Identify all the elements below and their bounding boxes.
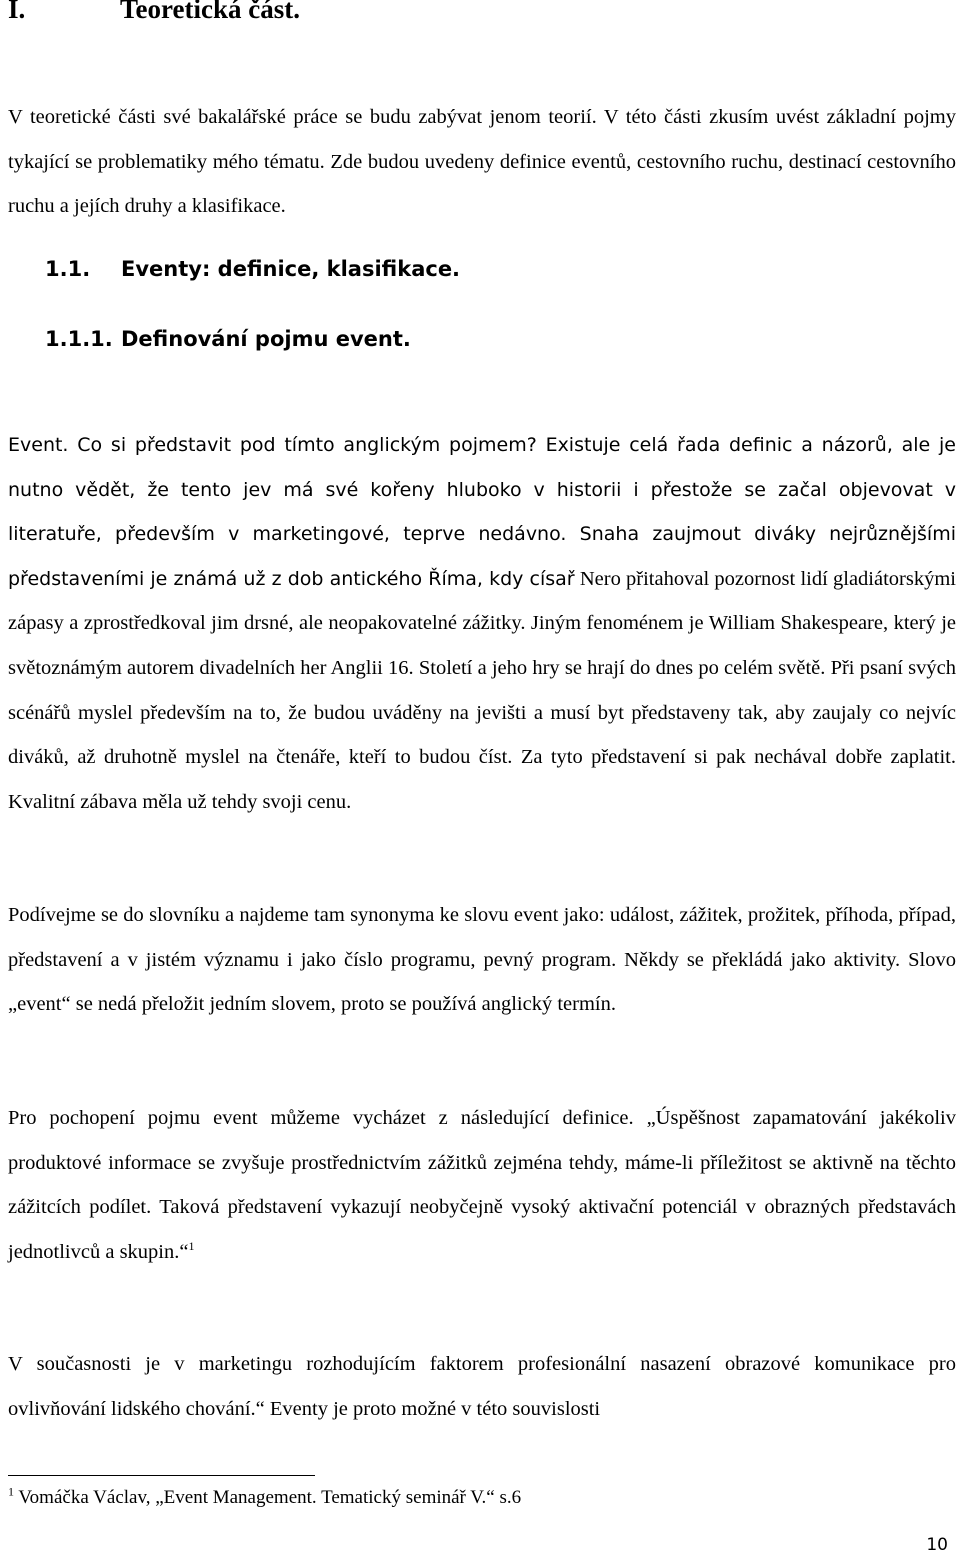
chapter-title: Teoretická část.	[120, 0, 300, 24]
footnote-number: 1	[8, 1484, 14, 1499]
section-number: 1.1.	[45, 257, 91, 281]
subsection-heading	[45, 327, 411, 351]
footnote	[8, 1484, 522, 1509]
footnote-text: Vomáčka Václav, „Event Management. Tematický seminář V.“ s.6	[14, 1487, 522, 1508]
page-number: 10	[926, 1535, 948, 1555]
subsection-number: 1.1.1.	[45, 327, 113, 351]
paragraph-definition-text: Pro pochopení pojmu event můžeme vycházet z následující definice. „Úspěšnost zapamatování jakékoliv produktové informace se zvyšuje prostřednictvím zážitků zejména tehdy, máme-li příležitost se aktivně na těchto zážitcích podílet. Taková představení vykazují neobyčejně vysoký aktivační potenciál v obrazných představách jednotlivců a skupin.“	[8, 1107, 956, 1263]
intro-paragraph: V teoretické části své bakalářské práce se budu zabývat jenom teorií. V této části zkusím uvést základní pojmy tykající se problematiky mého tématu. Zde budou uvedeny definice eventů, cestovního ruchu, destinací cestovního ruchu a jejích druhy a klasifikace.	[8, 106, 956, 218]
paragraph-definition	[8, 1096, 956, 1274]
section-heading	[45, 257, 460, 281]
paragraph-dictionary: Podívejme se do slovníku a najdeme tam synonyma ke slovu event jako: událost, zážitek, prožitek, příhoda, případ, představení a v jistém významu i jako číslo programu, pevný program. Někdy se překládá jako aktivity. Slovo „event“ se nedá přeložit jedním slovem, proto se používá anglický termín.	[8, 904, 956, 1016]
paragraph-event-history-part3: Při psaní svých scénářů myslel především na to, že budou uváděny na jevišti a musí byt představeny tak, aby zaujaly co nejvíc diváků, až druhotně myslel na čtenáře, kteří to budou číst. Za tyto představení si pak nechával dobře zaplatit. Kvalitní zábava měla už tehdy svoji cenu.	[8, 656, 956, 813]
paragraph-event-history-part1: Event. Co si představit pod tímto anglickým pojmem? Existuje celá řada definic a názorů, ale je nutno vědět, že tento jev má své kořeny hluboko v historii i přestože se začal objevovat v literatuře, především v marketingové, teprve nedávno. Snaha zaujmout diváky nejrůznějšími představeními je známá už z dob antického Říma, kdy císař	[8, 434, 956, 590]
subsection-title: Definování pojmu event.	[121, 327, 411, 351]
footnote-reference: 1	[188, 1238, 195, 1253]
paragraph-event-history	[8, 423, 956, 824]
paragraph-current-marketing: V současnosti je v marketingu rozhodujícím faktorem profesionální nasazení obrazové komunikace pro ovlivňování lidského chování.“ Eventy je proto možné v této souvislosti	[8, 1353, 956, 1420]
footnote-separator	[8, 1475, 315, 1476]
paragraph-event-history-part2: Nero přitahoval pozornost lidí gladiátorskými zápasy a zprostředkoval jim drsné, ale neopakovatelné zážitky. Jiným fenoménem je William Shakespeare, který je světoznámým autorem divadelních her Anglii 16. Století a jeho hry se hrají do dnes po celém světě.	[8, 567, 956, 679]
chapter-number: I.	[8, 0, 26, 24]
chapter-heading	[8, 0, 300, 25]
section-title: Eventy: definice, klasifikace.	[121, 257, 461, 281]
